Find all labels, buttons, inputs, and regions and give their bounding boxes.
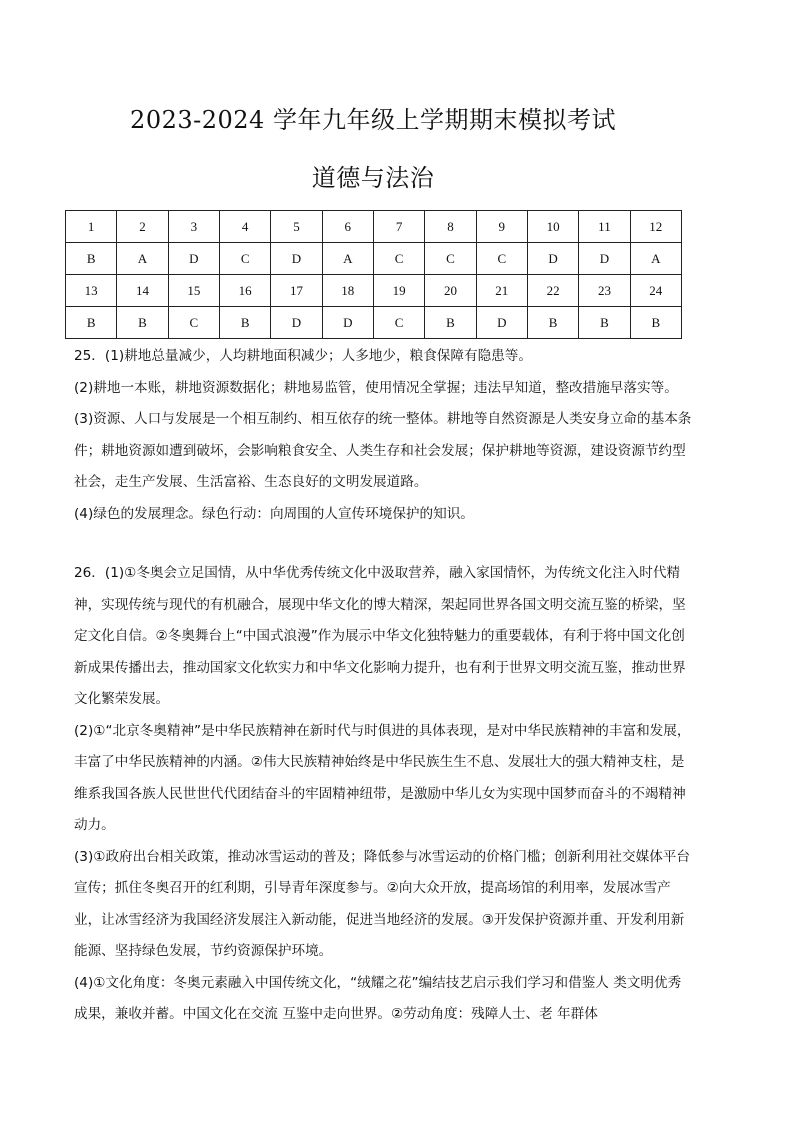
answer-cell: C (476, 243, 527, 275)
question-number-cell: 22 (527, 275, 578, 307)
answer-cell: B (66, 243, 117, 275)
answer-cell: B (630, 307, 681, 339)
q26-part-3: (3)①政府出台相关政策，推动冰雪运动的普及；降低参与冰雪运动的价格门槛；创新利用社交媒体平台宣传；抓住冬奥召开的红利期，引导青年深度参与。②向大众开放，提高场馆的利用率，发展冰雪产业，让冰雪经济为我国经济发展注入新动能，促进当地经济的发展。③开发保护资源并重、开发利用新能源、坚持绿色发展，节约资源保护环境。 (74, 848, 690, 959)
answer-table (65, 210, 682, 339)
question-number-cell: 24 (630, 275, 681, 307)
answer-cell: B (219, 307, 270, 339)
answer-row (66, 307, 682, 339)
question-number-cell: 10 (527, 211, 578, 243)
answer-cell: C (373, 243, 424, 275)
answer-cell: D (476, 307, 527, 339)
answer-cell: B (527, 307, 578, 339)
answer-cell: C (373, 307, 424, 339)
question-number-cell: 5 (271, 211, 322, 243)
answer-cell: D (322, 307, 373, 339)
question-number-cell: 17 (271, 275, 322, 307)
question-number-cell: 7 (373, 211, 424, 243)
q25-part-1: 25．(1)耕地总量减少，人均耕地面积减少；人多地少，粮食保障有隐患等。 (74, 348, 532, 364)
question-number-row (66, 275, 682, 307)
question-number-cell: 14 (117, 275, 168, 307)
q25-part-2: (2)耕地一本账，耕地资源数据化；耕地易监管，使用情况全掌握；违法早知道，整改措施早落实等。 (74, 379, 678, 396)
question-25 (74, 341, 694, 530)
answer-cell: D (271, 307, 322, 339)
q26-part-4: (4)①文化角度：冬奥元素融入中国传统文化，“绒耀之花”编结技艺启示我们学习和借鉴人 类文明优秀成果，兼收并蓄。中国文化在交流 互鉴中走向世界。②劳动角度：残障人士、老 年群体 (74, 974, 682, 1022)
answer-cell: D (527, 243, 578, 275)
question-number-cell: 3 (168, 211, 219, 243)
question-number-cell: 20 (425, 275, 476, 307)
answer-cell: B (117, 307, 168, 339)
answer-cell: A (630, 243, 681, 275)
question-number-cell: 1 (66, 211, 117, 243)
answer-cell: C (219, 243, 270, 275)
question-number-cell: 8 (425, 211, 476, 243)
question-number-cell: 19 (373, 275, 424, 307)
answer-cell: B (579, 307, 630, 339)
question-number-cell: 4 (219, 211, 270, 243)
question-number-cell: 13 (66, 275, 117, 307)
answer-cell: B (425, 307, 476, 339)
question-number-cell: 23 (579, 275, 630, 307)
answer-row (66, 243, 682, 275)
question-number-cell: 15 (168, 275, 219, 307)
page-title: 2023-2024 学年九年级上学期期末模拟考试 (130, 106, 616, 134)
question-26 (74, 558, 694, 1031)
question-number-cell: 9 (476, 211, 527, 243)
answer-cell: C (425, 243, 476, 275)
question-number-cell: 16 (219, 275, 270, 307)
answer-cell: D (271, 243, 322, 275)
answer-cell: C (168, 307, 219, 339)
answer-cell: B (66, 307, 117, 339)
q26-part-2: (2)①“北京冬奥精神”是中华民族精神在新时代与时俱进的具体表现，是对中华民族精神的丰富和发展，丰富了中华民族精神的内涵。②伟大民族精神始终是中华民族生生不息、发展壮大的强大精神支柱，是维系我国各族人民世世代代团结奋斗的牢固精神纽带，是激励中华儿女为实现中国梦而奋斗的不竭精神动力。 (74, 722, 691, 833)
question-number-cell: 2 (117, 211, 168, 243)
answer-cell: D (579, 243, 630, 275)
q26-part-1: 26．(1)①冬奥会立足国情，从中华优秀传统文化中汲取营养，融入家国情怀，为传统文化注入时代精神，实现传统与现代的有机融合，展现中华文化的博大精深，架起同世界各国文明交流互鉴的桥梁，坚定文化自信。②冬奥舞台上“中国式浪漫”作为展示中华文化独特魅力的重要载体，有利于将中国文化创新成果传播出去，推动国家文化软实力和中华文化影响力提升，也有利于世界文明交流互鉴，推动世界文化繁荣发展。 (74, 565, 686, 707)
question-number-cell: 18 (322, 275, 373, 307)
answer-cell: A (117, 243, 168, 275)
question-number-cell: 11 (579, 211, 630, 243)
question-number-cell: 12 (630, 211, 681, 243)
answer-cell: A (322, 243, 373, 275)
q25-part-4: (4)绿色的发展理念。绿色行动：向周围的人宣传环境保护的知识。 (74, 505, 474, 522)
q25-part-3: (3)资源、人口与发展是一个相互制约、相互依存的统一整体。耕地等自然资源是人类安身立命的基本条件；耕地资源如遭到破坏，会影响粮食安全、人类生存和社会发展；保护耕地等资源，建设资源节约型社会，走生产发展、生活富裕、生态良好的文明发展道路。 (74, 411, 692, 490)
answer-cell: D (168, 243, 219, 275)
question-number-cell: 21 (476, 275, 527, 307)
question-number-cell: 6 (322, 211, 373, 243)
page-subtitle: 道德与法治 (311, 164, 435, 192)
question-number-row (66, 211, 682, 243)
